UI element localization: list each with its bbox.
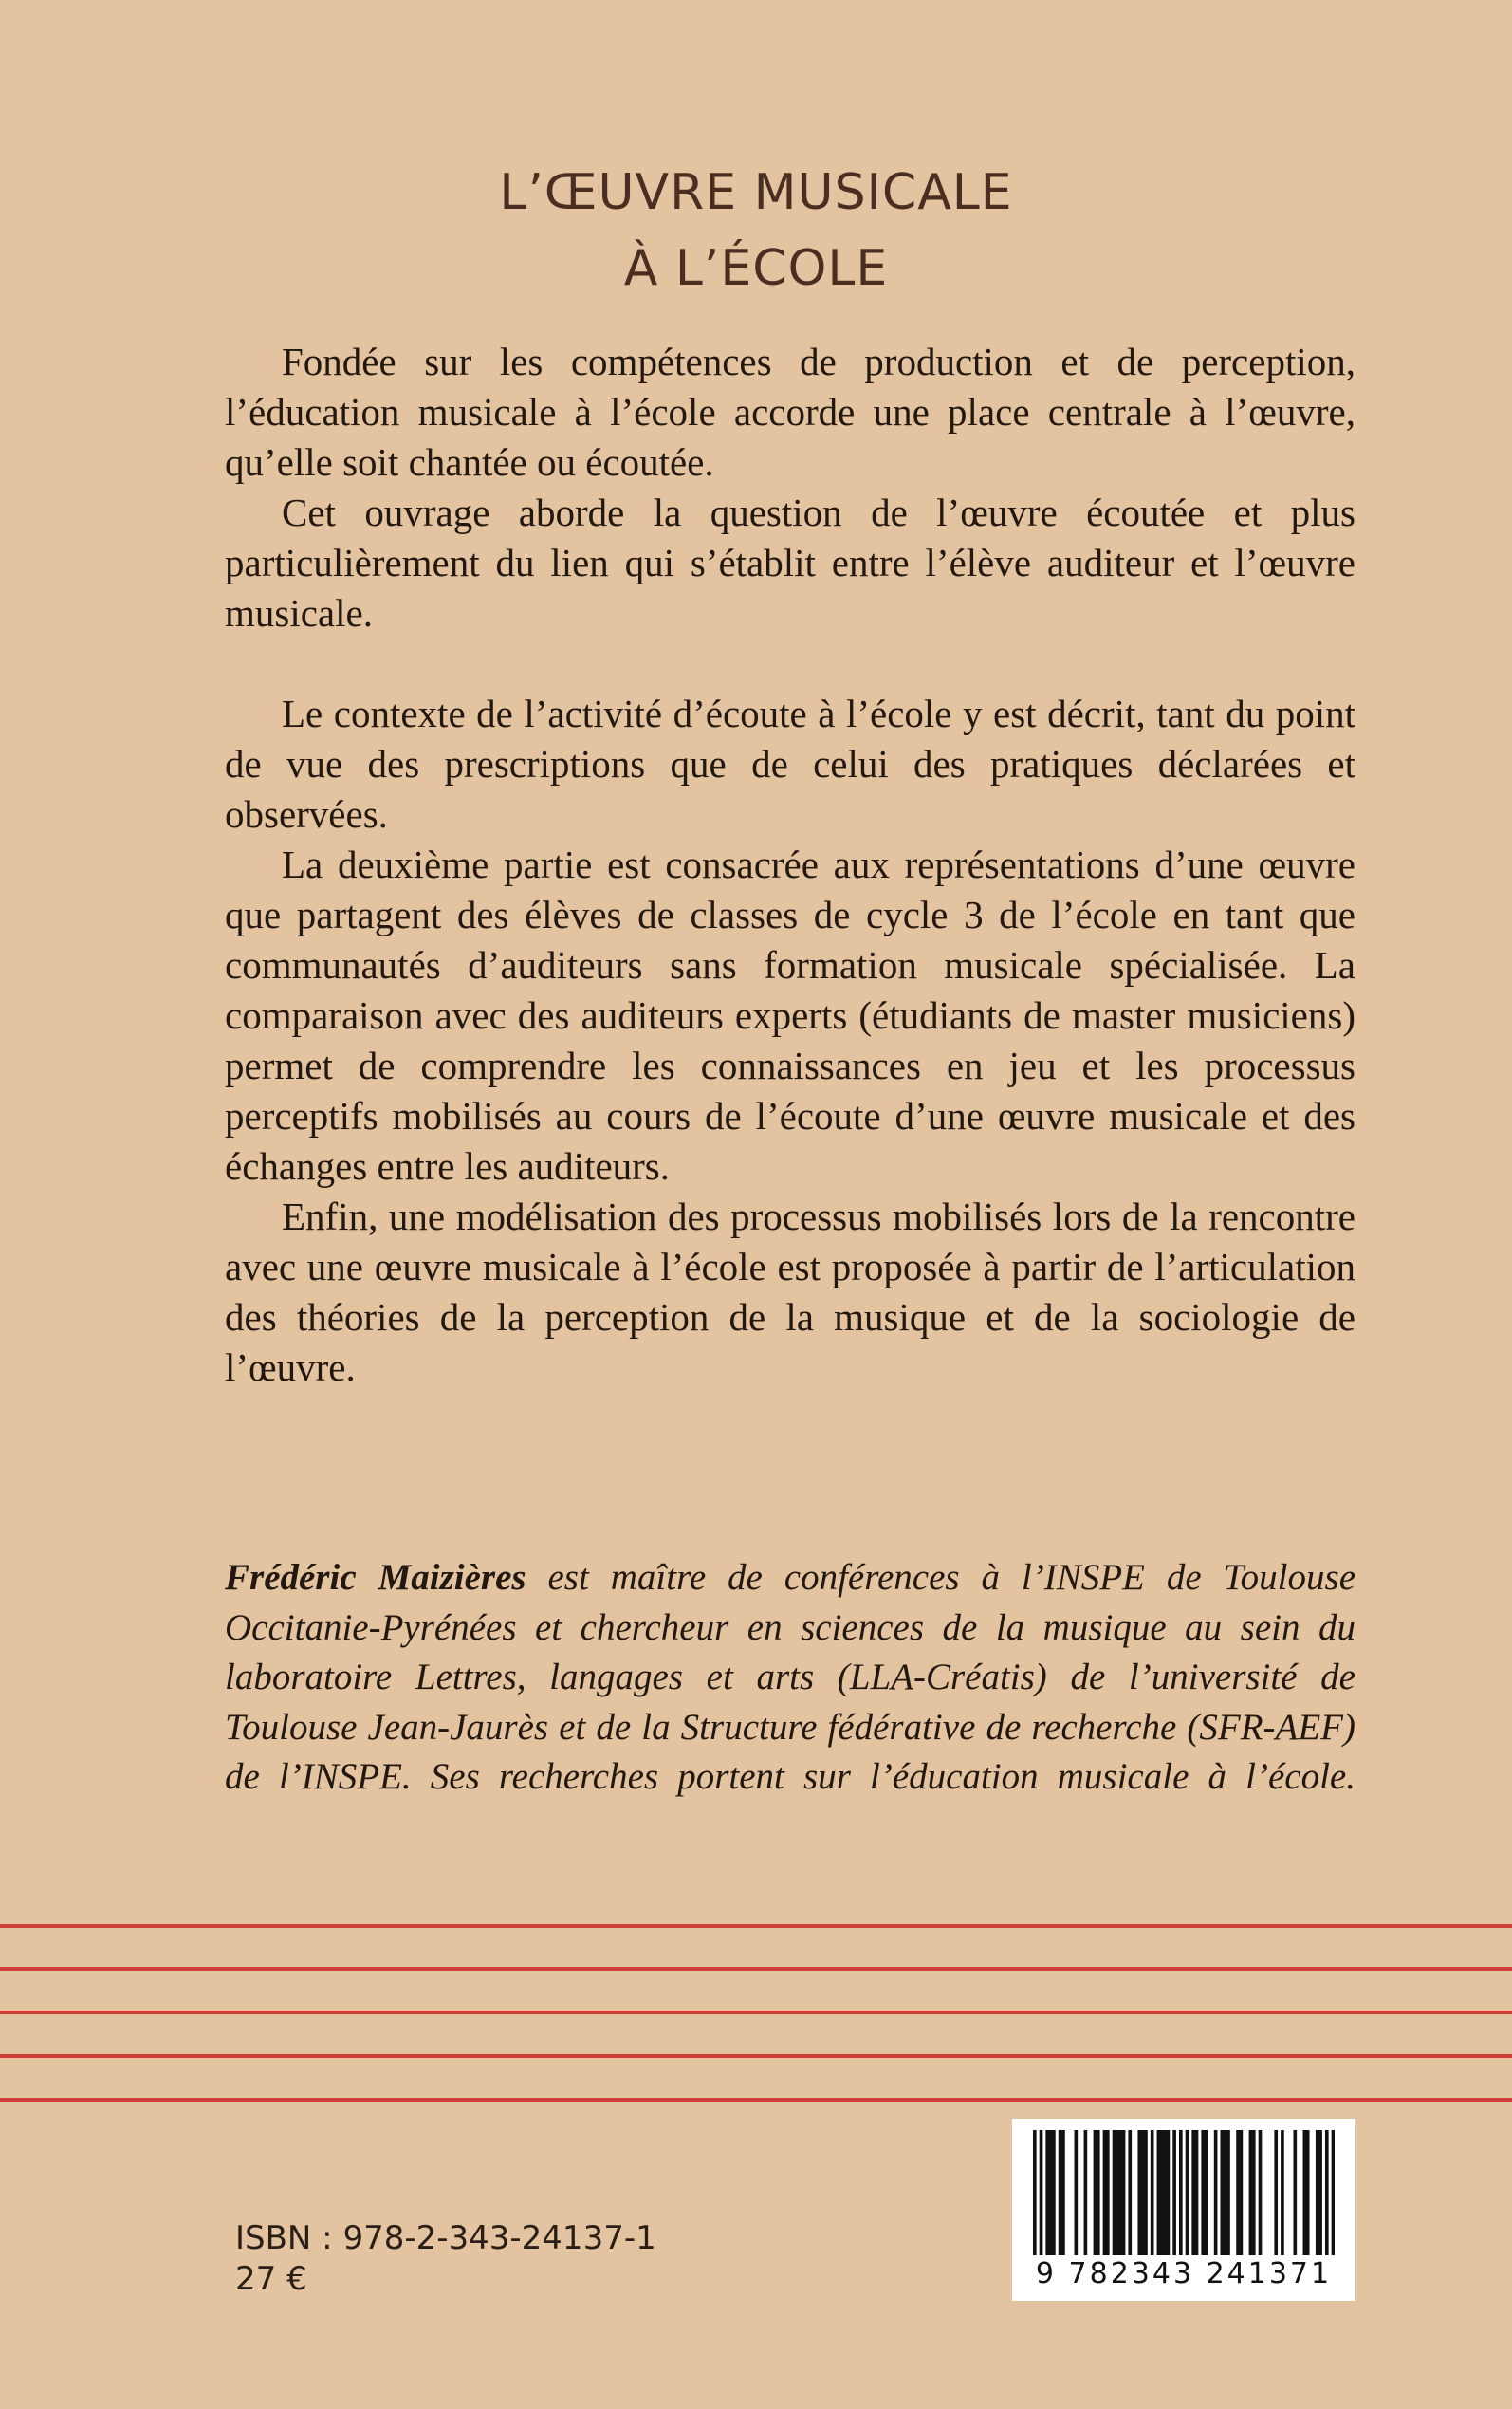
barcode-bar <box>1325 2130 1329 2255</box>
blurb-paragraph-1: Fondée sur les compétences de production et de perception, l’éducation musicale à l’école accorde une place centrale à l’œuvre, qu’elle soit chantée ou écoutée. <box>225 340 1355 484</box>
author-name: Frédéric Maizières <box>225 1557 526 1598</box>
barcode-bar <box>1259 2130 1263 2255</box>
barcode-bar <box>1040 2130 1043 2255</box>
barcode-bar <box>1097 2130 1100 2255</box>
barcode-bar <box>1214 2130 1218 2255</box>
barcode-bar <box>1201 2130 1205 2255</box>
blurb-paragraph-5: Enfin, une modélisation des processus mobilisés lors de la rencontre avec une œuvre musicale à l’école est proposée à partir de l’articulation des théories de la perception de la musique et de la sociologie de l’œuvre. <box>225 1195 1355 1389</box>
barcode-bar <box>1116 2130 1119 2255</box>
blurb-paragraph-3: Le contexte de l’activité d’écoute à l’école y est décrit, tant du point de vue des prescriptions que de celui des pratiques déclarées et observées. <box>225 692 1355 836</box>
barcode-bar <box>1236 2130 1240 2255</box>
barcode-bar <box>1293 2130 1297 2255</box>
barcode-bar <box>1249 2130 1253 2255</box>
staff-line-3 <box>0 2011 1512 2014</box>
barcode-bar <box>1118 2130 1122 2255</box>
book-title <box>0 155 1512 306</box>
barcode-bar <box>1049 2130 1053 2255</box>
barcode-bar <box>1191 2130 1195 2255</box>
barcode-bar <box>1186 2130 1189 2255</box>
barcode-bar <box>1179 2130 1183 2255</box>
barcode <box>1012 2119 1355 2301</box>
book-title-line-1: L’ŒUVRE MUSICALE <box>499 163 1013 221</box>
barcode-bar <box>1240 2130 1244 2255</box>
author-bio <box>225 1553 1355 1803</box>
barcode-bar <box>1052 2130 1056 2255</box>
barcode-bar <box>1122 2130 1126 2255</box>
blurb-paragraph-2: Cet ouvrage aborde la question de l’œuvre écoutée et plus particulièrement du lien qui s’établit entre l’élève auditeur et l’œuvre musicale. <box>225 491 1355 635</box>
barcode-bar <box>1252 2130 1256 2255</box>
barcode-bar <box>1033 2130 1037 2255</box>
barcode-bar <box>1306 2130 1310 2255</box>
barcode-bar <box>1303 2130 1307 2255</box>
barcode-bar <box>1318 2130 1322 2255</box>
barcode-bar <box>1281 2130 1284 2255</box>
barcode-bar <box>1157 2130 1161 2255</box>
barcode-bar <box>1167 2130 1171 2255</box>
blurb <box>225 337 1355 1393</box>
blurb-paragraph-4: La deuxième partie est consacrée aux représentations d’une œuvre que partagent des élèves de classes de cycle 3 de l’école en tant que communautés d’auditeurs sans formation musicale spécialisée. La comparaison avec des auditeurs experts (étudiants de master musiciens) permet de comprendre les connaissances en jeu et les processus perceptifs mobilisés au cours de l’écoute d’une œuvre musicale et des échanges entre les auditeurs. <box>225 843 1355 1188</box>
barcode-bar <box>1106 2130 1110 2255</box>
barcode-bar <box>1094 2130 1097 2255</box>
barcode-bar <box>1332 2130 1335 2255</box>
barcode-bar <box>1141 2130 1145 2255</box>
staff-line-4 <box>0 2054 1512 2058</box>
barcode-bar <box>1226 2130 1230 2255</box>
barcode-bars <box>1033 2130 1335 2255</box>
barcode-bar <box>1144 2130 1148 2255</box>
barcode-bar <box>1045 2130 1049 2255</box>
price: 27 € <box>235 2260 307 2298</box>
staff-line-1 <box>0 1924 1512 1928</box>
barcode-bar <box>1220 2130 1224 2255</box>
barcode-bar <box>1128 2130 1132 2255</box>
barcode-bar <box>1160 2130 1164 2255</box>
barcode-bar <box>1205 2130 1208 2255</box>
book-title-line-2: À L’ÉCOLE <box>623 239 889 297</box>
barcode-bar <box>1224 2130 1227 2255</box>
author-bio-text: est maître de conférences à l’INSPE de Toulouse Occitanie-Pyrénées et chercheur en sciences de la musique au sein du laboratoire Lettres, langages et arts (LLA-Créatis) de l’université de Toulouse Jean-Jaurès et de la Structure fédérative de recherche (SFR-AEF) de l’INSPE. Ses recherches portent sur l’éducation musicale à l’école. <box>225 1557 1356 1797</box>
barcode-bar <box>1113 2130 1116 2255</box>
barcode-bar <box>1274 2130 1278 2255</box>
barcode-bar <box>1195 2130 1199 2255</box>
staff-line-2 <box>0 1967 1512 1971</box>
barcode-bar <box>1172 2130 1176 2255</box>
barcode-bar <box>1151 2130 1154 2255</box>
barcode-bar <box>1103 2130 1107 2255</box>
barcode-bar <box>1075 2130 1079 2255</box>
barcode-bar <box>1084 2130 1088 2255</box>
barcode-digits: 9 782343 241371 <box>1035 2257 1333 2290</box>
barcode-bar <box>1316 2130 1319 2255</box>
barcode-bar <box>1059 2130 1062 2255</box>
barcode-bar <box>1061 2130 1065 2255</box>
barcode-bar <box>1163 2130 1167 2255</box>
staff-line-5 <box>0 2098 1512 2102</box>
barcode-bar <box>1137 2130 1141 2255</box>
isbn-number: ISBN : 978-2-343-24137-1 <box>235 2219 656 2257</box>
isbn-block <box>235 2218 656 2300</box>
